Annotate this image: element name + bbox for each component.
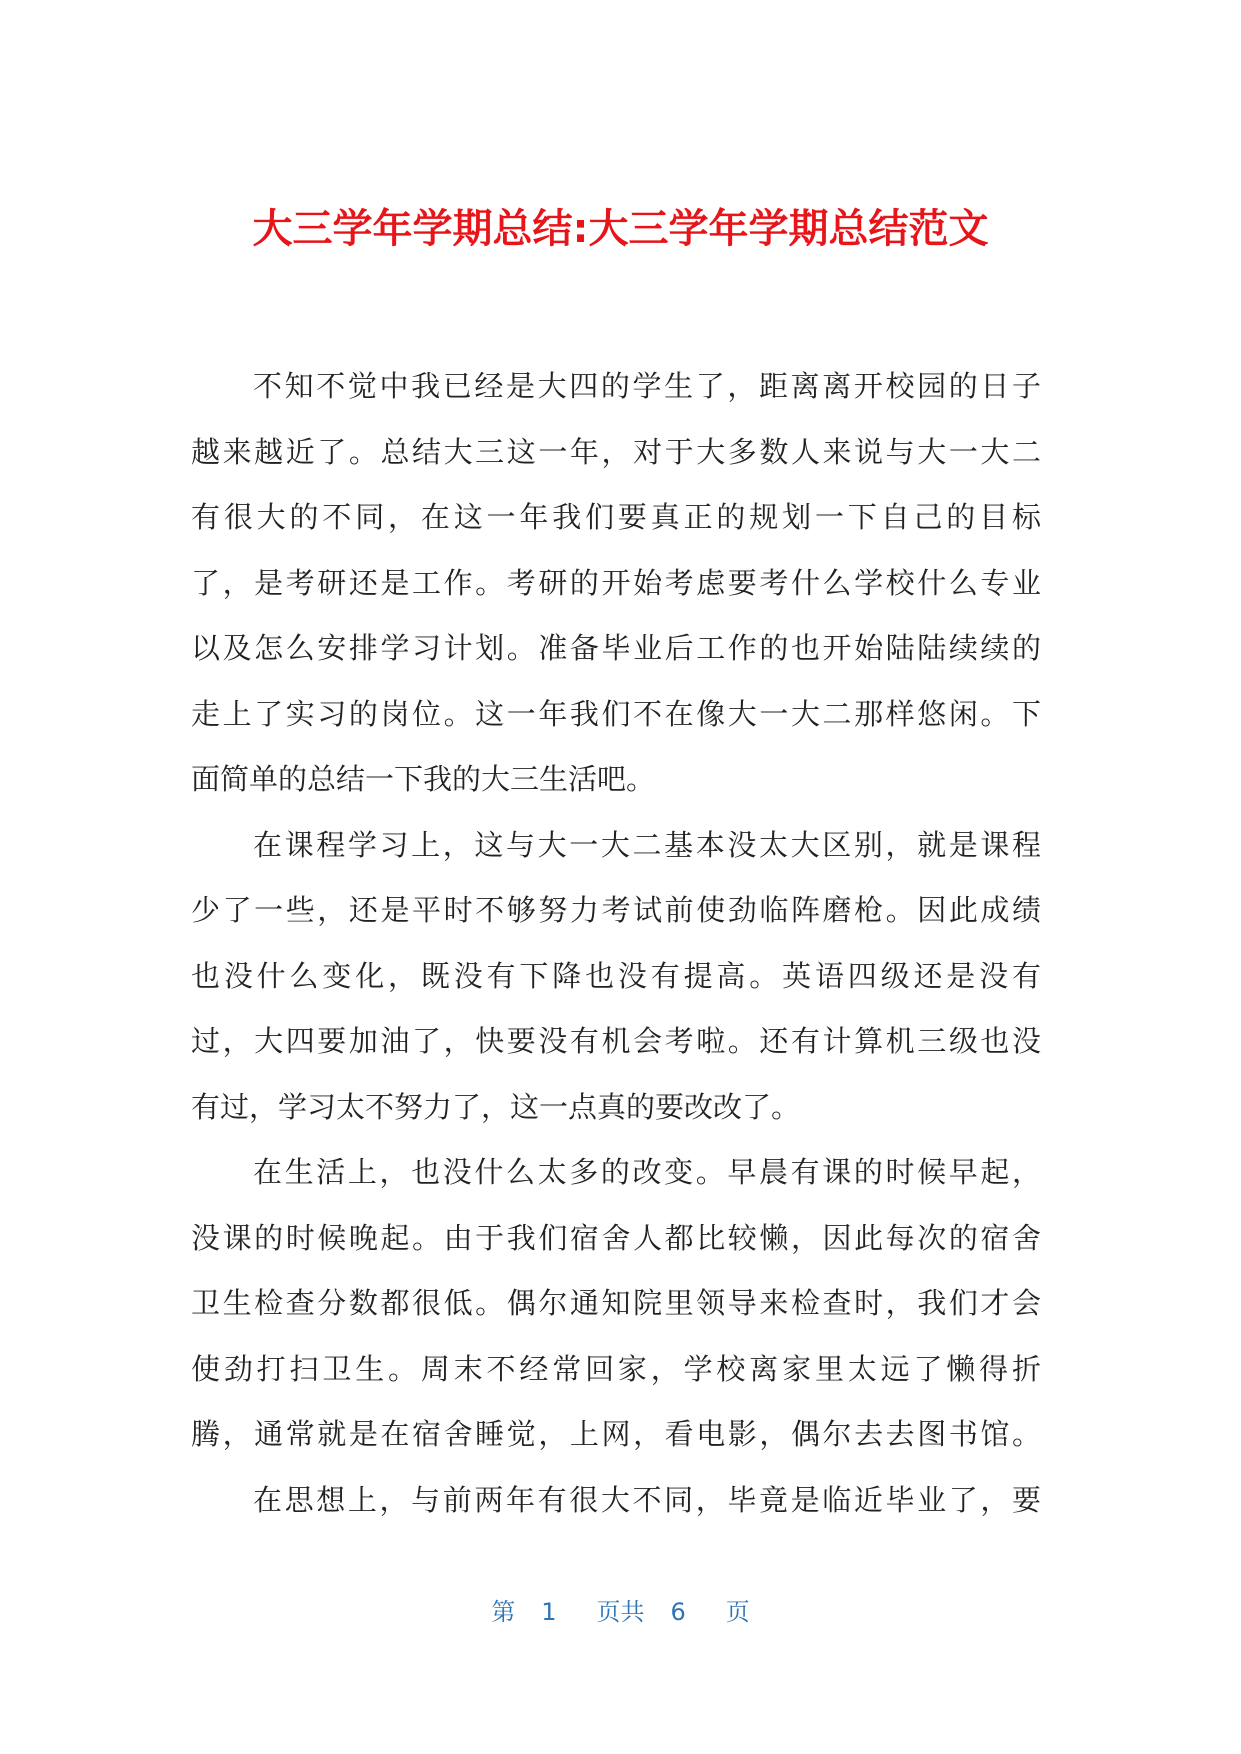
document-title: 大三学年学期总结:大三学年学期总结范文 (252, 206, 989, 252)
paragraph-3-line-4: 使劲打扫卫生。周末不经常回家，学校离家里太远了懒得折 (191, 1351, 1041, 1386)
page-number-footer (0, 1596, 1241, 1628)
paragraph-1-line-6: 走上了实习的岗位。这一年我们不在像大一大二那样悠闲。下 (191, 696, 1041, 731)
footer-current-page: 1 (541, 1598, 557, 1626)
paragraph-4-line-1: 在思想上，与前两年有很大不同，毕竟是临近毕业了，要 (253, 1482, 1041, 1517)
paragraph-1-line-7: 面简单的总结一下我的大三生活吧。 (191, 762, 656, 796)
paragraph-1-line-4: 了，是考研还是工作。考研的开始考虑要考什么学校什么专业 (191, 565, 1041, 600)
paragraph-1-line-5: 以及怎么安排学习计划。准备毕业后工作的也开始陆陆续续的 (191, 631, 1041, 665)
footer-prefix: 第 (491, 1598, 516, 1626)
paragraph-2-line-2: 少了一些，还是平时不够努力考试前使劲临阵磨枪。因此成绩 (191, 893, 1041, 927)
paragraph-3-line-2: 没课的时候晚起。由于我们宿舍人都比较懒，因此每次的宿舍 (191, 1220, 1041, 1255)
paragraph-2-line-1: 在课程学习上，这与大一大二基本没太大区别，就是课程 (253, 827, 1041, 862)
paragraph-3-line-3: 卫生检查分数都很低。偶尔通知院里领导来检查时，我们才会 (191, 1286, 1041, 1320)
paragraph-1-line-3: 有很大的不同，在这一年我们要真正的规划一下自己的目标 (191, 500, 1041, 534)
paragraph-1-line-2: 越来越近了。总结大三这一年，对于大多数人来说与大一大二 (191, 434, 1041, 469)
paragraph-2-line-4: 过，大四要加油了，快要没有机会考啦。还有计算机三级也没 (191, 1024, 1041, 1058)
paragraph-3-line-5: 腾，通常就是在宿舍睡觉，上网，看电影，偶尔去去图书馆。 (191, 1417, 1041, 1451)
footer-middle: 页共 (596, 1598, 645, 1626)
footer-total-pages: 6 (670, 1598, 686, 1626)
footer-suffix: 页 (725, 1598, 750, 1626)
paragraph-2-line-3: 也没什么变化，既没有下降也没有提高。英语四级还是没有 (191, 958, 1041, 993)
paragraph-1-line-1: 不知不觉中我已经是大四的学生了，距离离开校园的日子 (253, 369, 1041, 403)
document-body (191, 354, 1041, 1533)
paragraph-3-line-1: 在生活上，也没什么太多的改变。早晨有课的时候早起， (253, 1155, 1041, 1189)
paragraph-2-line-5: 有过，学习太不努力了，这一点真的要改改了。 (191, 1089, 801, 1124)
